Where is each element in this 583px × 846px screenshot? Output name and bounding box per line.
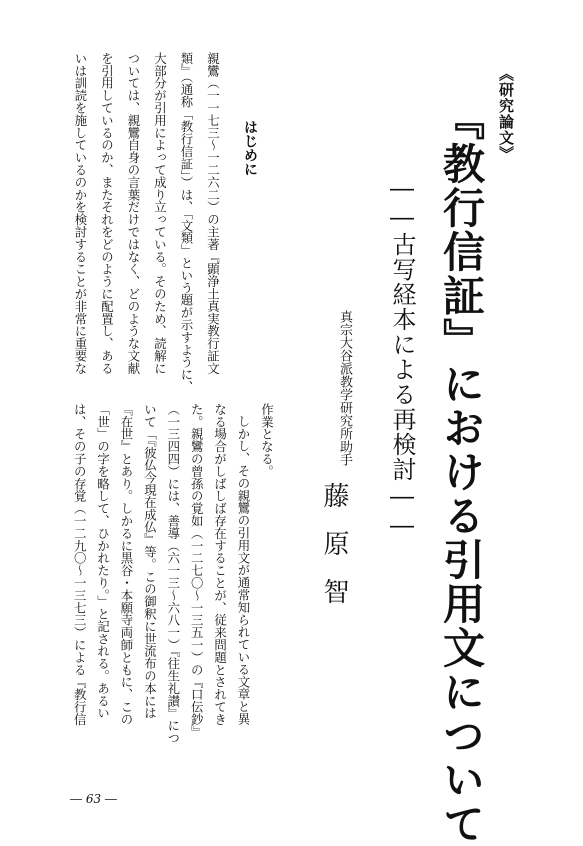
text-line: 「世」の字を略して、ひかれたり。」と記される。あるい bbox=[95, 403, 111, 720]
author-name: 藤原智 bbox=[319, 482, 349, 626]
text-line: （一三四四）には、善導（六一三～六八一）『往生礼讃』につ bbox=[165, 403, 181, 744]
text-line: しかし、その親鸞の引用文が通常知られている文章と異 bbox=[236, 415, 251, 725]
article-type-label: 《研究論文》 bbox=[497, 66, 515, 162]
article-subtitle: ――古写経本による再検討―― bbox=[388, 174, 416, 540]
text-line: を引用しているのか、またそれをどのように配置し、ある bbox=[99, 52, 115, 375]
text-line: は、その子の存覚（一二九〇～一三七三）による『教行信 bbox=[72, 403, 88, 726]
text-line: 『在世』とあり。しかるに黒谷・本願寺両師ともに、この bbox=[119, 403, 134, 726]
text-line: いは訓読を施しているのかを検討することが非常に重要な bbox=[72, 52, 88, 375]
text-line: た。親鸞の曾孫の覚如（一二七〇～一三五一）の『口伝鈔』 bbox=[189, 403, 205, 738]
article-title: 『教行信証』における引用文について bbox=[437, 98, 486, 846]
text-line: 作業となる。 bbox=[259, 403, 275, 478]
text-line: なる場合がしばしば存在することが、従来問題とされてき bbox=[212, 403, 228, 726]
section-heading: はじめに bbox=[242, 120, 258, 176]
text-line: 親鸞（一一七三～一二六二）の主著『顕浄土真実教行証文 bbox=[205, 52, 221, 375]
text-line: 大部分が引用によって成り立っている。そのため、読解に bbox=[152, 52, 168, 375]
text-line: ついては、親鸞自身の言葉だけではなく、どのような文献 bbox=[125, 52, 141, 375]
text-line: 類』（通称「教行信証」）は、「文類」という題が示すように、 bbox=[178, 52, 194, 393]
author-affiliation: 真宗大谷派教学研究所助手 bbox=[337, 310, 352, 466]
text-line: いて「『彼仏今現在成仏』等。この御釈に世流布の本には bbox=[142, 403, 158, 720]
